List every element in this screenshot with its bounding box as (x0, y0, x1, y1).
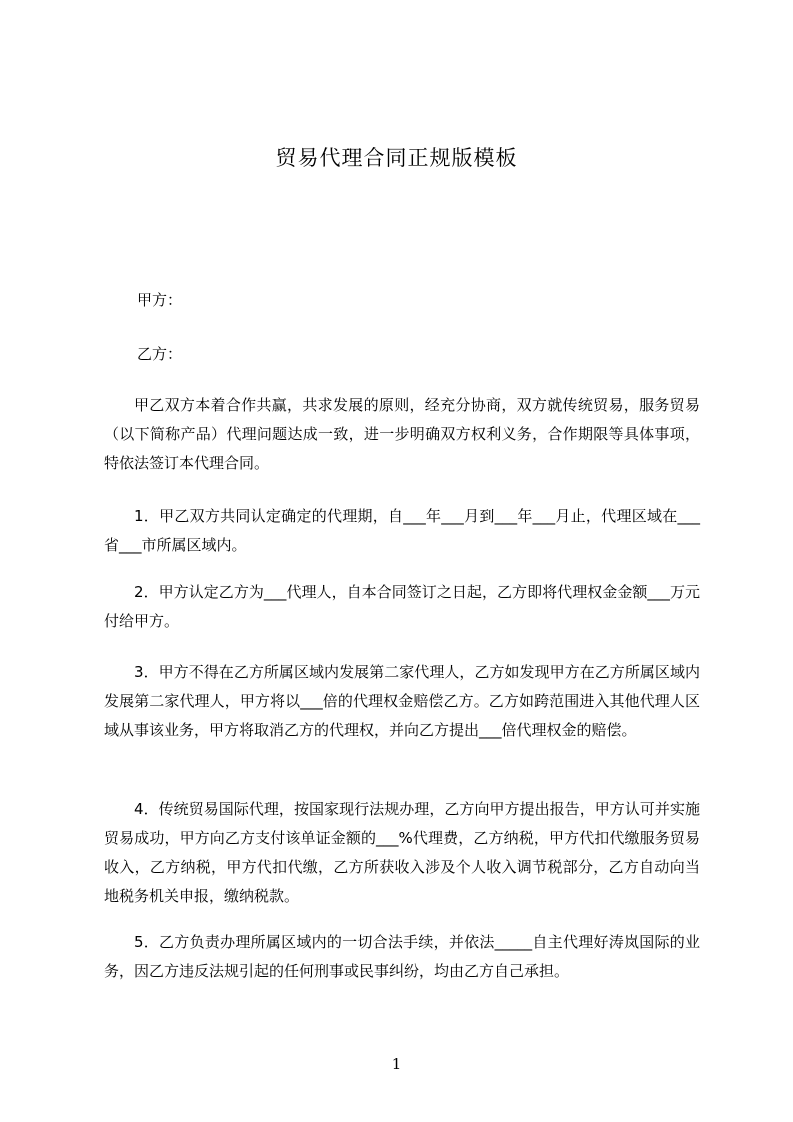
clause-4: 4．传统贸易国际代理，按国家现行法规办理，乙方向甲方提出报告，甲方认可并实施贸易成功，甲方向乙方支付该单证金额的___%代理费，乙方纳税，甲方代扣代缴服务贸易收入，乙方纳税，甲方代扣代缴，乙方所获收入涉及个人收入调节税部分，乙方自动向当地税务机关申报，缴纳税款。 (104, 800, 700, 905)
clause-3: 3．甲方不得在乙方所属区域内发展第二家代理人，乙方如发现甲方在乙方所属区域内发展第二家代理人，甲方将以___倍的代理权金赔偿乙方。乙方如跨范围进入其他代理人区域从事该业务，甲方将取消乙方的代理权，并向乙方提出___倍代理权金的赔偿。 (104, 663, 700, 739)
party-a-label: 甲方： (137, 291, 183, 309)
party-b-label: 乙方： (137, 345, 183, 363)
clause-5: 5．乙方负责办理所属区域内的一切合法手续，并依法_____自主代理好涛岚国际的业务，因乙方违反法规引起的任何刑事或民事纠纷，均由乙方自己承担。 (104, 933, 700, 980)
preamble-paragraph: 甲乙双方本着合作共赢，共求发展的原则，经充分协商，双方就传统贸易，服务贸易（以下简称产品）代理问题达成一致，进一步明确双方权利义务，合作期限等具体事项，特依法签订本代理合同。 (104, 396, 700, 472)
clause-2: 2．甲方认定乙方为___代理人，自本合同签订之日起，乙方即将代理权金金额___万元付给甲方。 (104, 583, 700, 630)
clause-1: 1．甲乙双方共同认定确定的代理期，自___年___月到___年___月止，代理区域在___省___市所属区域内。 (104, 507, 700, 554)
page-number: 1 (391, 1055, 402, 1073)
document-title: 贸易代理合同正规版模板 (275, 146, 518, 170)
